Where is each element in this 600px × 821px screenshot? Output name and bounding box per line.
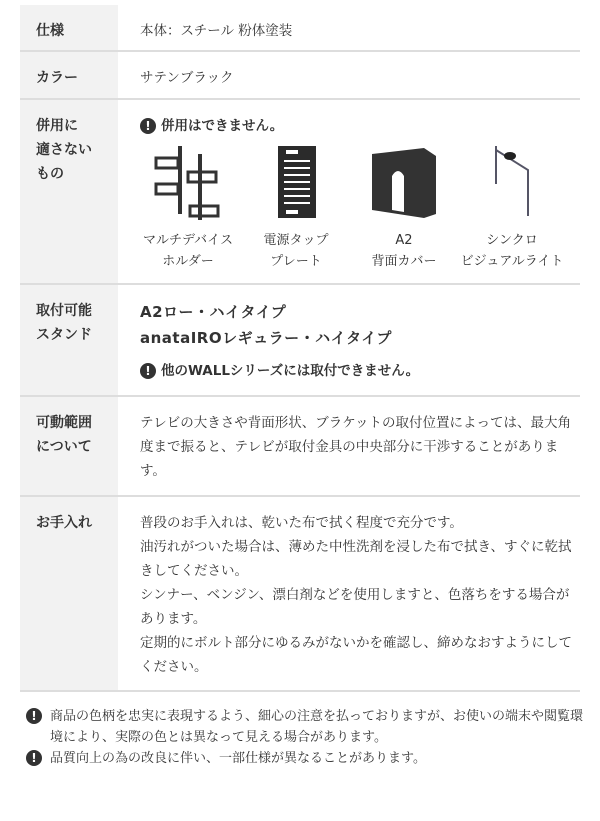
item-label: ビジュアルライト (460, 254, 564, 269)
compat-warning (140, 114, 580, 138)
item-synchro-visual-light (458, 144, 566, 272)
warning-text: 併用はできません。 (161, 118, 284, 134)
item-label: マルチデバイス (142, 233, 234, 248)
row-label (20, 397, 118, 495)
warning-text: 他のWALLシリーズには取付できません。 (161, 363, 420, 379)
incompatible-items (134, 144, 580, 272)
item-label: シンクロ (486, 233, 538, 248)
back-cover-image (364, 144, 444, 222)
item-power-tap-plate (242, 144, 350, 272)
label-line: スタンド (36, 327, 92, 343)
row-label (20, 100, 118, 283)
note-text: 品質向上の為の改良に伴い、一部仕様が異なることがあります。 (50, 751, 426, 766)
item-label: 電源タップ (263, 233, 329, 248)
row-label (20, 285, 118, 395)
spec-table (20, 5, 580, 692)
row-value: テレビの大きさや背面形状、ブラケットの取付位置によっては、最大角度まで振ると、テレビが取付金具の中央部分に干渉することがあります。 (140, 415, 572, 479)
row-care (20, 497, 580, 692)
care-paragraph: 定期的にボルト部分にゆるみがないかを確認し、締めなおすようにしてください。 (140, 635, 572, 675)
row-value: 本体：スチール 粉体塗装 (140, 23, 293, 39)
exclamation-icon: ! (140, 118, 156, 134)
row-color (20, 52, 580, 100)
exclamation-icon: ! (26, 708, 42, 724)
row-value (118, 100, 580, 283)
label-line: もの (36, 166, 64, 182)
item-multi-device-holder (134, 144, 242, 272)
item-label: プレート (270, 254, 322, 269)
row-label: お手入れ (20, 497, 118, 690)
label-line: 適さない (36, 142, 92, 158)
multi-device-holder-image (148, 144, 228, 222)
label-line: 可動範囲 (36, 415, 92, 431)
care-paragraph: シンナー、ベンジン、漂白剤などを使用しますと、色落ちをする場合があります。 (140, 587, 570, 627)
power-tap-plate-image (256, 144, 336, 222)
care-paragraph: 油汚れがついた場合は、薄めた中性洗剤を浸した布で拭き、すぐに乾拭きしてください。 (140, 539, 572, 579)
note (26, 748, 586, 769)
row-label: 仕様 (20, 5, 118, 50)
item-label: A2 (395, 233, 413, 248)
label-line: 取付可能 (36, 303, 92, 319)
label-line: について (36, 439, 92, 455)
note-text: 商品の色柄を忠実に表現するよう、細心の注意を払っておりますが、お使いの端末や閲覧環境により、実際の色とは異なって見える場合があります。 (50, 709, 584, 745)
row-label: カラー (20, 52, 118, 98)
row-compat (20, 100, 580, 285)
item-back-cover (350, 144, 458, 272)
synchro-visual-light-image (472, 144, 552, 222)
stand-name: A2ロー・ハイタイプ (140, 303, 287, 321)
row-spec (20, 5, 580, 52)
note (26, 706, 586, 748)
row-compatible-stands (20, 285, 580, 397)
item-label: ホルダー (162, 254, 214, 269)
row-value: サテンブラック (140, 70, 234, 86)
stand-name: anataIROレギュラー・ハイタイプ (140, 329, 392, 347)
label-line: 併用に (36, 118, 78, 134)
exclamation-icon: ! (26, 750, 42, 766)
row-range (20, 397, 580, 497)
notes (26, 706, 586, 769)
exclamation-icon: ! (140, 363, 156, 379)
care-paragraph: 普段のお手入れは、乾いた布で拭く程度で充分です。 (140, 515, 463, 531)
row-value (118, 285, 580, 395)
stand-warning (140, 359, 580, 383)
row-value (118, 497, 580, 690)
item-label: 背面カバー (371, 254, 437, 269)
